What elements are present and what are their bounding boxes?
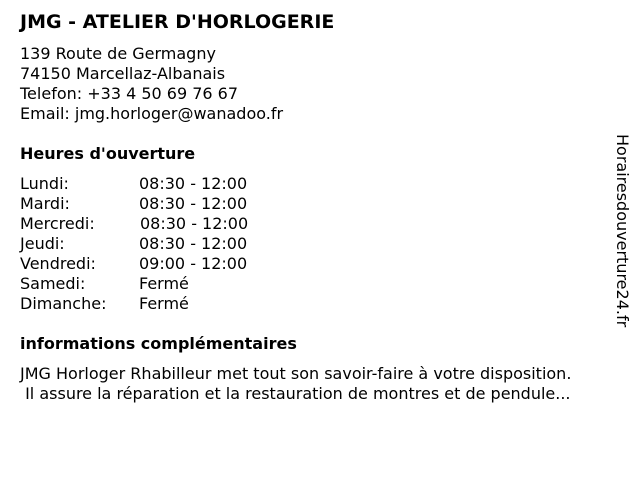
day-hours: 08:30 - 12:00 [139, 194, 248, 213]
day-label: Mardi: [20, 194, 70, 213]
day-label: Vendredi: [20, 254, 96, 273]
hours-row-sunday [20, 294, 320, 314]
hours-row-saturday [20, 274, 320, 294]
hours-row-monday [20, 174, 320, 194]
contact-block [20, 44, 283, 124]
hours-table [20, 174, 320, 314]
day-label: Jeudi: [20, 234, 65, 253]
hours-row-wednesday [20, 214, 320, 234]
site-watermark: Horairesdouverture24.fr [613, 134, 632, 328]
info-line-1: JMG Horloger Rhabilleur met tout son savoir-faire à votre disposition. [20, 364, 572, 383]
address-city: 74150 Marcellaz-Albanais [20, 64, 226, 83]
hours-row-friday [20, 254, 320, 274]
day-label: Lundi: [20, 174, 69, 193]
hours-row-thursday [20, 234, 320, 254]
day-hours: 08:30 - 12:00 [139, 174, 248, 193]
hours-heading: Heures d'ouverture [20, 144, 196, 163]
day-label: Samedi: [20, 274, 86, 293]
day-hours: Fermé [139, 294, 189, 313]
info-line-2: Il assure la réparation et la restauration de montres et de pendule... [20, 384, 571, 403]
day-hours: 09:00 - 12:00 [139, 254, 248, 273]
info-heading: informations complémentaires [20, 334, 297, 353]
day-hours: Fermé [139, 274, 189, 293]
day-label: Mercredi: [20, 214, 95, 233]
day-hours: 08:30 - 12:00 [140, 214, 249, 233]
day-label: Dimanche: [20, 294, 107, 313]
hours-row-tuesday [20, 194, 320, 214]
address-street: 139 Route de Germagny [20, 44, 216, 63]
info-description [20, 364, 571, 404]
business-title: JMG - ATELIER D'HORLOGERIE [20, 11, 335, 33]
day-hours: 08:30 - 12:00 [139, 234, 248, 253]
email-address: Email: jmg.horloger@wanadoo.fr [20, 104, 284, 123]
phone-number: Telefon: +33 4 50 69 76 67 [20, 84, 239, 103]
